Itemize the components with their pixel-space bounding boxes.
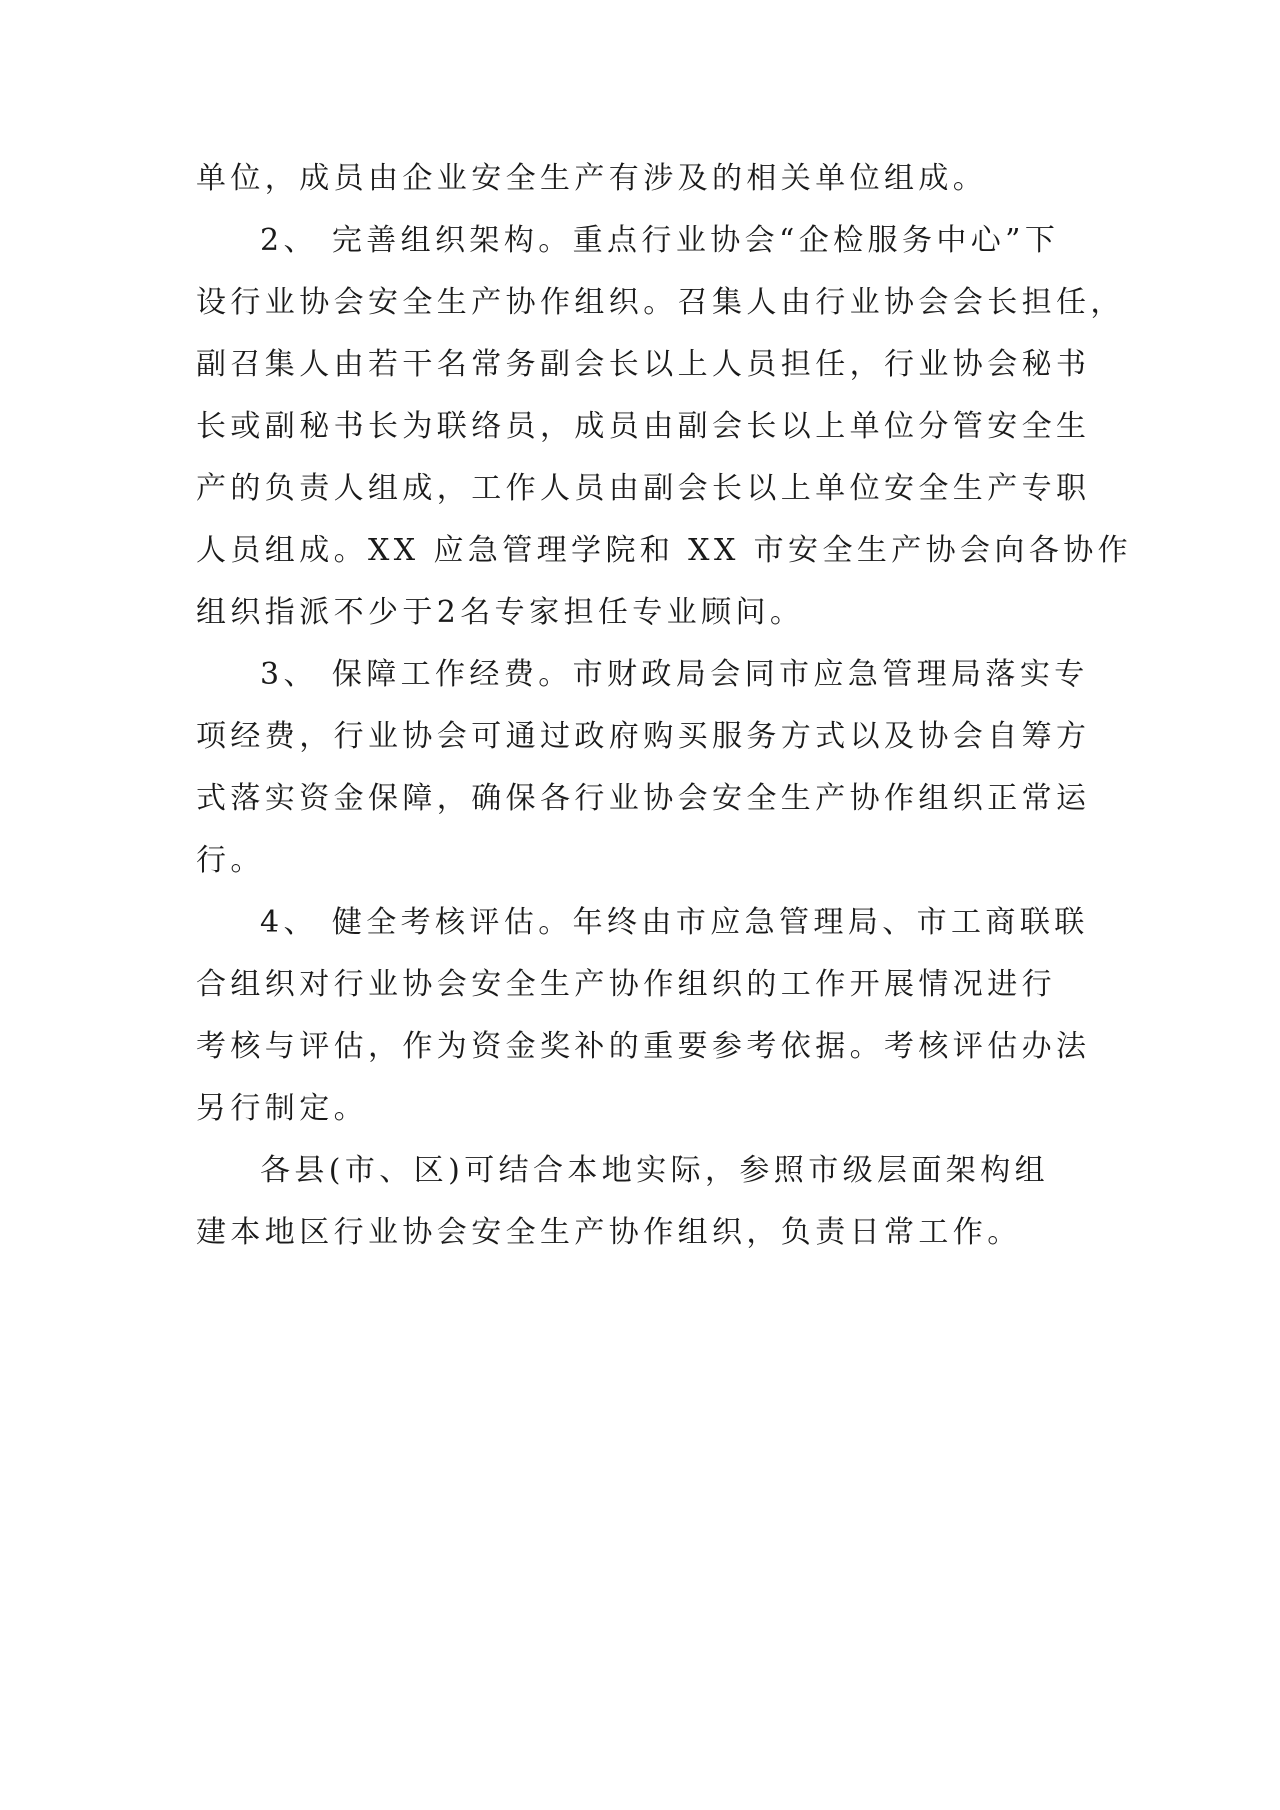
text-line: 2、 完善组织架构。重点行业协会“企检服务中心”下 [260,223,1060,258]
text-line: 组织指派不少于2名专家担任专业顾问。 [196,595,805,630]
text-line: 长或副秘书长为联络员，成员由副会长以上单位分管安全生 [196,409,1091,444]
text-line: 4、 健全考核评估。年终由市应急管理局、市工商联联 [260,905,1089,940]
text-line: 合组织对行业协会安全生产协作组织的工作开展情况进行 [196,967,1056,1002]
text-line: 行。 [196,843,265,878]
document-body [196,148,1133,1264]
text-line: 设行业协会安全生产协作组织。召集人由行业协会会长担任， [196,285,1125,320]
text-line: 单位，成员由企业安全生产有涉及的相关单位组成。 [196,161,988,196]
text-line: 副召集人由若干名常务副会长以上人员担任，行业协会秘书 [196,347,1091,382]
text-line: 人员组成。XX 应急管理学院和 XX 市安全生产协会向各协作 [196,533,1133,568]
text-line: 项经费，行业协会可通过政府购买服务方式以及协会自筹方 [196,719,1091,754]
text-line: 另行制定。 [196,1091,368,1126]
text-line: 考核与评估，作为资金奖补的重要参考依据。考核评估办法 [196,1029,1091,1064]
text-line: 3、 保障工作经费。市财政局会同市应急管理局落实专 [260,657,1089,692]
text-line: 产的负责人组成，工作人员由副会长以上单位安全生产专职 [196,471,1091,506]
text-line: 建本地区行业协会安全生产协作组织，负责日常工作。 [196,1215,1022,1250]
text-line: 各县(市、区)可结合本地实际，参照市级层面架构组 [260,1153,1050,1188]
text-line: 式落实资金保障，确保各行业协会安全生产协作组织正常运 [196,781,1091,816]
